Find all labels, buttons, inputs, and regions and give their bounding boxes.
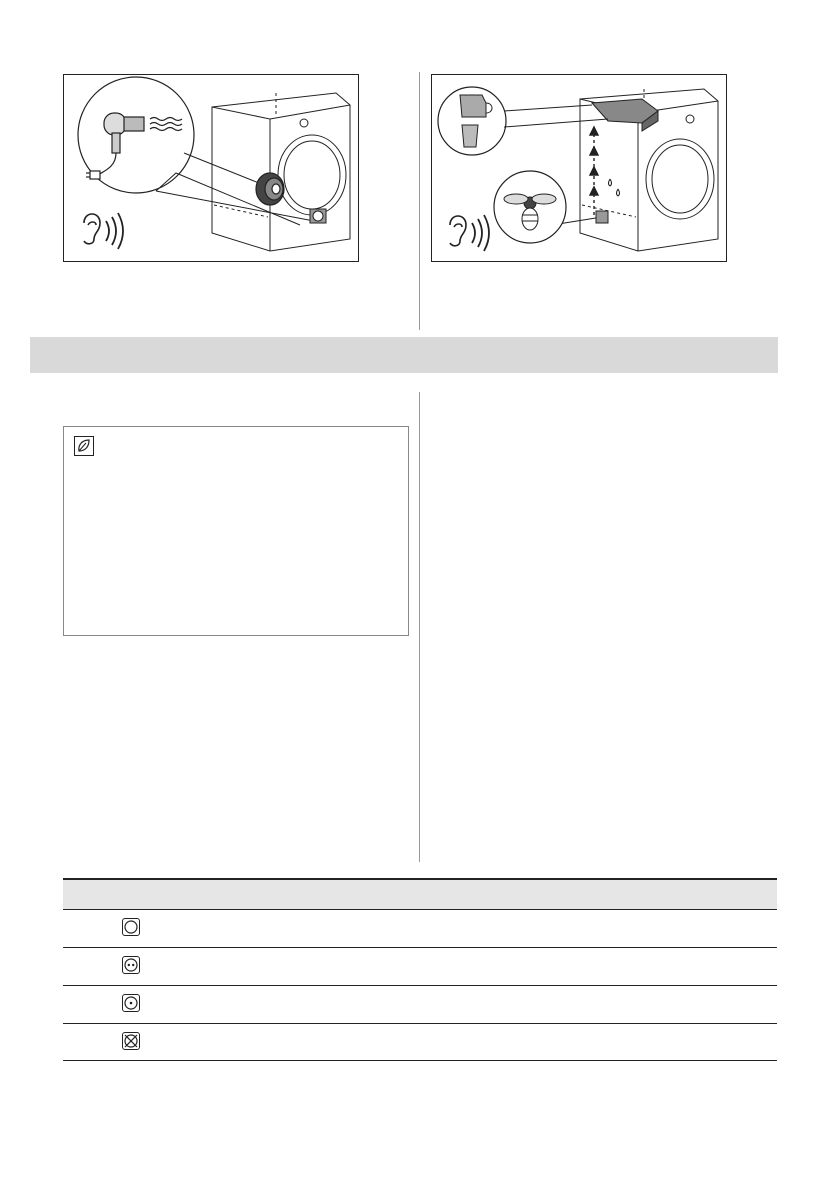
fan-wheel-small-icon [310, 209, 326, 223]
plug-icon [86, 171, 100, 179]
symbol-crossed-out-icon [122, 1032, 140, 1050]
ear-icon [84, 214, 100, 244]
section-heading-bar [30, 337, 778, 373]
dryer-water-container-drawing [432, 75, 726, 261]
ear-icon [450, 216, 466, 246]
table-row [63, 909, 777, 947]
table-bottom-border [63, 1060, 777, 1061]
table-row [63, 947, 777, 985]
dryer-water-container-illustration [431, 74, 727, 262]
sound-waves-icon [106, 213, 123, 249]
table-header [63, 878, 777, 910]
symbol-one-dot-icon [122, 994, 140, 1012]
column-divider-top [419, 72, 420, 330]
glass-icon [462, 125, 478, 147]
sound-waves-icon [472, 215, 489, 251]
fan-wheel-icon [256, 173, 284, 205]
symbol-empty-square-circle-icon [122, 918, 140, 936]
small-part-icon [596, 211, 608, 223]
dryer-filter-fan-drawing [64, 75, 358, 261]
leaf-icon [74, 436, 94, 456]
dryer-filter-fan-illustration [63, 74, 359, 262]
table-row [63, 985, 777, 1023]
symbol-two-dots-icon [122, 956, 140, 974]
table-row [63, 1023, 777, 1061]
eco-note-box [63, 426, 409, 636]
column-divider-middle [419, 392, 420, 862]
